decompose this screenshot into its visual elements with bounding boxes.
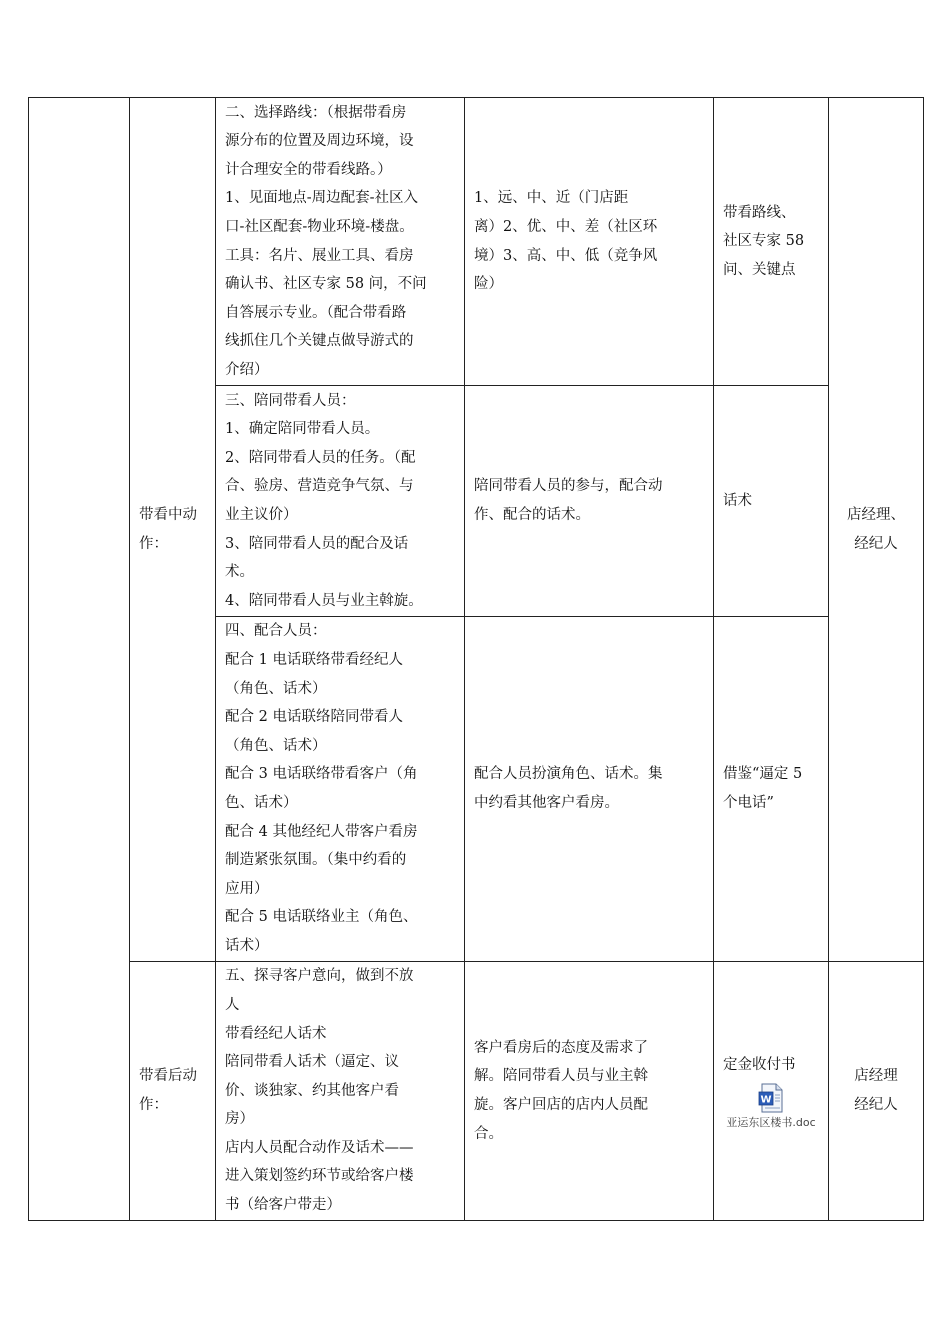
points-line: 中约看其他客户看房。 (474, 795, 619, 811)
content-line: 配合 2 电话联络陪同带看人 (225, 709, 403, 726)
owner-cell-during-viewing (829, 98, 924, 962)
stage-label-line: 带看后动 (139, 1068, 197, 1085)
row-route (29, 98, 924, 386)
content-line: （角色、话术） (225, 737, 327, 754)
content-line: 五、探寻客户意向，做到不放 (225, 968, 414, 985)
svg-text:W: W (760, 1094, 772, 1106)
content-cell-cooperate (216, 617, 465, 962)
tools-cell-route (714, 98, 829, 386)
content-line: 店内人员配合动作及话术—— (225, 1139, 414, 1156)
content-line: 制造紧张氛围。（集中约看的 (225, 852, 407, 869)
content-cell-accompany (216, 386, 465, 617)
content-cell-after-viewing (216, 962, 465, 1221)
points-line: 客户看房后的态度及需求了 (474, 1039, 648, 1056)
content-line: 进入策划签约环节或给客户楼 (225, 1168, 414, 1185)
points-cell-cooperate (465, 617, 714, 962)
content-line: 书（给客户带走） (225, 1197, 341, 1214)
empty-first-column-cell (29, 98, 130, 1221)
content-line: 3、陪同带看人员的配合及话 (225, 535, 409, 552)
stage-cell-during-viewing (130, 98, 216, 962)
tools-line: 问、关键点 (723, 261, 796, 278)
stage-label-line: 作： (139, 535, 168, 552)
content-line: 配合 5 电话联络业主（角色、 (225, 909, 418, 926)
content-line: 介绍） (225, 361, 269, 378)
points-line: 作、配合的话术。 (474, 507, 590, 523)
points-line: 配合人员扮演角色、话术。集 (474, 766, 663, 783)
row-after-viewing (29, 962, 924, 1221)
attachment-filename[interactable]: 亚运东区楼书.doc (726, 1116, 816, 1130)
content-line: 配合 4 其他经纪人带客户看房 (225, 823, 418, 840)
content-line: 色、话术） (225, 795, 298, 811)
content-line: 配合 3 电话联络带看客户（角 (225, 766, 418, 783)
content-line: （角色、话术） (225, 680, 327, 697)
content-line: 4、陪同带看人员与业主斡旋。 (225, 592, 423, 609)
content-line: 三、陪同带看人员： (225, 392, 356, 409)
content-line: 二、选择路线：（根据带看房 (225, 104, 407, 121)
content-line: 四、配合人员： (225, 623, 327, 640)
tools-line: 个电话” (723, 795, 774, 811)
tools-cell-accompany (714, 386, 829, 617)
content-line: 自答展示专业。（配合带看路 (225, 304, 407, 321)
content-line: 配合 1 电话联络带看经纪人 (225, 652, 403, 669)
content-line: 线抓住几个关键点做导游式的 (225, 333, 414, 350)
points-line: 陪同带看人员的参与，配合动 (474, 478, 663, 495)
content-line: 业主议价） (225, 507, 298, 523)
owner-line: 经纪人 (854, 1097, 898, 1113)
stage-label-line: 作： (139, 1097, 168, 1113)
content-line: 1、确定陪同带看人员。 (225, 421, 380, 438)
points-line: 离）2、优、中、差（社区环 (474, 218, 658, 235)
content-line: 计合理安全的带看线路。） (225, 161, 392, 178)
points-cell-accompany (465, 386, 714, 617)
points-line: 解。陪同带看人员与业主斡 (474, 1068, 648, 1085)
content-line: 工具：名片、展业工具、看房 (225, 247, 414, 264)
content-line: 带看经纪人话术 (225, 1025, 327, 1042)
owner-line: 经纪人 (854, 535, 898, 552)
content-line: 房） (225, 1111, 254, 1128)
tools-line: 借鉴“逼定 5 (723, 766, 803, 783)
content-line: 应用） (225, 880, 269, 897)
content-line: 口-社区配套-物业环境-楼盘。 (225, 218, 414, 235)
points-line: 合。 (474, 1125, 503, 1142)
points-cell-route (465, 98, 714, 386)
content-line: 陪同带看人话术（逼定、议 (225, 1054, 399, 1071)
content-line: 合、验房、营造竞争气氛、与 (225, 478, 414, 495)
points-cell-after-viewing (465, 962, 714, 1221)
tools-line: 定金收付书 (723, 1056, 796, 1073)
content-line: 话术） (225, 937, 269, 954)
content-line: 人 (225, 996, 240, 1013)
points-line: 境）3、高、中、低（竞争风 (474, 247, 658, 264)
content-line: 1、见面地点-周边配套-社区入 (225, 190, 419, 207)
points-line: 旋。客户回店的店内人员配 (474, 1097, 648, 1113)
stage-cell-after-viewing (130, 962, 216, 1221)
owner-cell-after-viewing (829, 962, 924, 1221)
tools-line: 带看路线、 (723, 204, 796, 221)
content-line: 价、谈独家、约其他客户看 (225, 1082, 399, 1099)
tools-cell-cooperate (714, 617, 829, 962)
content-line: 术。 (225, 564, 254, 581)
tools-line: 社区专家 58 (723, 233, 805, 250)
embedded-doc-attachment[interactable] (723, 1083, 819, 1131)
procedure-table (28, 97, 924, 1221)
owner-line: 店经理、 (847, 506, 905, 523)
tools-cell-after-viewing (714, 962, 829, 1221)
content-line: 2、陪同带看人员的任务。（配 (225, 449, 416, 466)
content-line: 源分布的位置及周边环境，设 (225, 133, 414, 150)
tools-line: 话术 (723, 492, 752, 509)
content-cell-route (216, 98, 465, 386)
stage-label-line: 带看中动 (139, 506, 197, 523)
content-line: 确认书、社区专家 58 问，不问 (225, 276, 427, 293)
word-document-icon (758, 1083, 784, 1113)
points-line: 险） (474, 276, 503, 293)
owner-line: 店经理 (854, 1068, 898, 1085)
points-line: 1、远、中、近（门店距 (474, 190, 629, 207)
